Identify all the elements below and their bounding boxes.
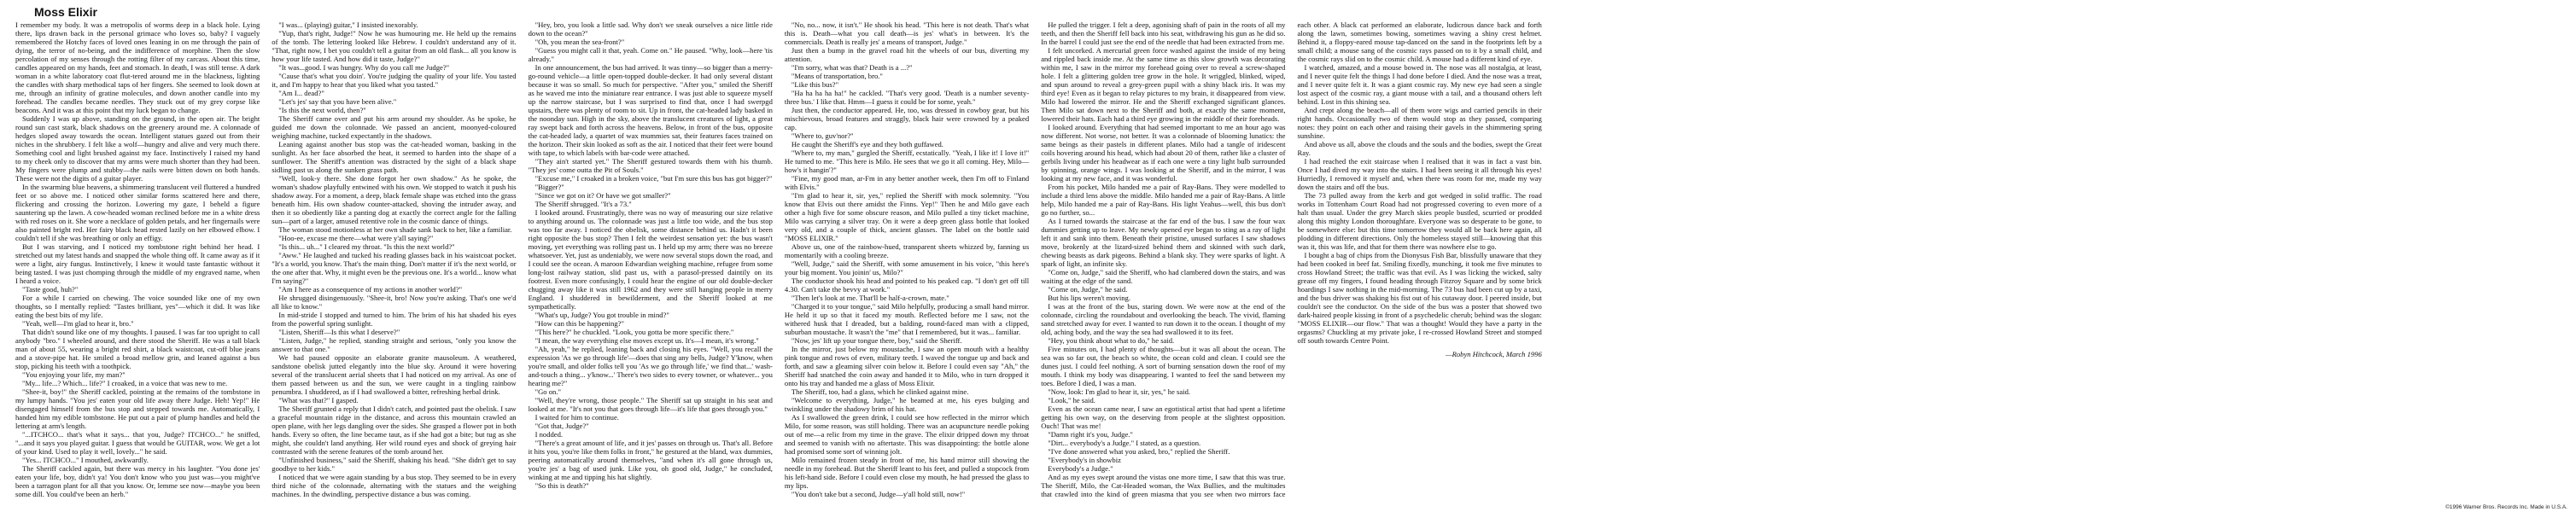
story-paragraph: I felt uncorked. A mercurial green force washed against the inside of my being and rippled back inside me. At the same time as this slow growth was decorating within me, I saw in the mirror my forehead going over to reveal a screw-shaped hole. I felt a glittering golden tree grow in the hole. It wriggled, blinked, wiped, and spun around to reveal a grey-green pupil with a shiny black iris. It was my third eye! Even as it began to relay pictures to my brain, it disappeared from view. Milo had lowered the mirror. He and the Sheriff exchanged significant glances. Then Milo sat down next to the Sheriff and both, at exactly the same moment, lowered their hats. Each had a third eye growing in the middle of their foreheads. xyxy=(1041,46,1286,123)
story-paragraph: In the mirror, just below my moustache, I saw an open mouth with a healthy pink tongue and rows of even, military teeth. I waved the tongue up and back and forth, and saw a gleaming silver coin below it. Before I could even say "Ah," the Sheriff had snatched the coin away and handed it to Milo, who in turn dropped it onto his tray and handed me a glass of Moss Elixir. xyxy=(784,345,1030,387)
story-paragraph: "Is this the next world, then?" xyxy=(278,106,366,114)
story-paragraph: "Ha ha ha ha ha!" he cackled. "That's very good. 'Death is a number seventy-three bus.' I like that. Hmm—I guess it could be for some, yeah." xyxy=(784,89,1030,106)
story-paragraph: "Well, they're wrong, those people." The Sheriff sat up straight in his seat and looked at me. "It's not you that goes through life—it's life that goes through you." xyxy=(528,396,773,413)
story-paragraph: "...ITCHCO... that's what it says... that you, Judge? ITCHCO..." he sniffed, "...and it says you played guitar. I guess that would be GUITAR, wow. We get a lot of your kind. Used to play it well, lovely..." he said. xyxy=(15,430,260,456)
story-paragraph: "No, no... now, it isn't." He shook his head. "This here is not death. That's what this is. Death—what you call death—is jes' what's in between. It's the commercials. Death is really jes' a means of transport, Judge." xyxy=(784,20,1030,46)
story-paragraph: "Everybody's in showbiz xyxy=(1048,456,1121,464)
story-paragraph: "So this is death?" xyxy=(534,481,589,490)
story-paragraph: I watched, amazed, and a mouse bowed in. The nose was all nostalgia, at least, and I never quite felt the things I had done before I died. And the nose was a treat, and I never quite felt it. It was a giant cosmic ray. My new eye had seen a single lost aspect of the cosmic ray, a giant mouse with a tail, and a thousand others left behind. Lost in this shining sea. xyxy=(1297,63,1542,106)
story-paragraph: I noticed that we were again standing by a bus stop. They seemed to be in every third niche of the colonnade, alternating with the statues and the weighing machines. In the dwindling, perspective distance a bus was coming. xyxy=(272,473,517,498)
story-paragraph: "Since we got on it? Or have we got smaller?" xyxy=(534,191,671,200)
story-paragraph: "Where to, guv'nor?" xyxy=(791,131,854,140)
story-paragraph: "It was...good. I was hungry. Why do you call me Judge?" xyxy=(278,63,450,72)
story-paragraph: "Then let's look at me. That'll be half-a-crown, mate." xyxy=(791,294,949,302)
story-paragraph: "Come on, Judge," said the Sheriff, who had clambered down the stairs, and was waiting at the edge of the sand. xyxy=(1041,268,1286,285)
story-paragraph: "I've done answered what you asked, bro," replied the Sheriff. xyxy=(1048,447,1230,456)
story-paragraph: "Fine, my good man, ar-Fm in any better another week, then I'm off to Finland with Elvis." xyxy=(784,174,1030,191)
story-paragraph: "Ah, yeah," he replied, leaning back and closing his eyes. "Well, you recall the expression 'As we go through life'—does that sing any bells, Judge? Y'know, when you're small, and older folks tell you 'As we go through life,' we find that...' wash-and-touch a thing... y'know...' There's two sides to every towner, or whatever... you hearing me?" xyxy=(528,345,773,387)
story-paragraph: Just then a bump in the gravel road hit the wheels of our bus, diverting my attention. xyxy=(784,46,1030,63)
story-paragraph: "Bigger?" xyxy=(534,183,564,191)
story-paragraph: From his pocket, Milo handed me a pair of Ray-Bans. They were modelled to include a third lens above the middle. Milo handed me a pair of Ray-Bans. A little help, Milo handed me a pair of Ray-Bans. His light Yeahus—well, this bus don't go no further, so... xyxy=(1041,183,1286,217)
story-paragraph: "Like this bus?" xyxy=(791,80,839,89)
story-paragraph: "I'm sorry, what was that? Death is a ...?" xyxy=(791,63,913,72)
story-paragraph: "Am I... dead?" xyxy=(278,89,324,97)
story-paragraph: "Damn right it's you, Judge." xyxy=(1048,430,1133,439)
story-paragraph: "Hey, you think about what to do," he said. xyxy=(1048,336,1175,345)
story-paragraph: But I was starving, and I noticed my tombstone right behind her head. I stretched out my latest hands and snapped the whole thing off. It came away as if it were a light, airy fungus. Instinctively, I knew it would taste fantastic without it being tasted. I was just chomping through the middle of my engraved name, when I heard a voice. xyxy=(15,242,260,285)
story-paragraph: The Sheriff came over and put his arm around my shoulder. As he spoke, he guided me down the colonnade. We passed an ancient, moonyed-coloured weighing machine, tucked expectantly in the shadows. xyxy=(272,114,517,140)
story-paragraph: Even as the ocean came near, I saw an egotistical artist that had spent a lifetime getting his own way, on the deserving from people at the slightest opposition. Ouch! That was me! xyxy=(1041,404,1286,430)
story-paragraph: "They ain't started yet." The Sheriff gestured towards them with his thumb. "They jes' come outta the Pit of Souls." xyxy=(528,157,773,174)
story-paragraph: "There's a great amount of life, and it jes' passes on through us. That's all. Before it hits you, you're like them folks in front," he gestured at the bland, wax dummies, peering automatically around themselves, "and when it's all gone through us, you're jes' a bag of used junk. Like you, oh good old, Judge," he concluded, winking at me and tipping his hat slightly. xyxy=(528,439,773,481)
story-paragraph: And as my eyes swept around the vistas one more time, I saw that this was true. The Sheriff, Milo, the Cat-Headed woman, the Wax Bullies, and the multitudes that crawled into the kind of green miasma that you see when two mirrors face each other. A black cat performed an elaborate, ludicrous dance back and forth along the lawn, sometimes bowing, sometimes waving a shiny crest helmet. Behind it, a floppy-eared mouse tap-danced on the sand in the footprints left by a small child; a mouse sang of the cosmic rays passed on to it by a small child, and the cosmic rays slid on to the cosmic child. A mouse had a different kind of eye. xyxy=(1041,20,1542,498)
story-paragraph: We had paused opposite an elaborate granite mausoleum. A weathered, sandstone obelisk jutted elegantly into the blue sky. Around it were hovering several of the translucent aerial sheets that I had noticed on my arrival. As one of them passed between us and the sun, we were caught in a tingling rainbow penumbra. I shuddered, as if I had swallowed a bitter, refreshing herbal drink. xyxy=(272,353,517,396)
story-paragraph: Milo remained frozen steady in front of me, his hand mirror still showing the needle in my forehead. But the Sheriff leant to his feet, and pulled a stopcock from his left-hand side. Before I could even close my mouth, he had pressed the glass to my lips. xyxy=(784,456,1030,490)
story-paragraph: Above us, one of the rainbow-hued, transparent sheets whizzed by, fanning us momentarily with a cooling breeze. xyxy=(784,242,1030,259)
story-paragraph: I nodded. xyxy=(534,430,564,439)
story-paragraph: "Cause that's what you doin'. You're judging the quality of your life. You tasted it, and I'm happy to hear that you liked what you tasted." xyxy=(272,72,517,89)
story-paragraph: "Listen, Judge," he replied, standing straight and serious, "only you know the answer to that one." xyxy=(272,336,517,353)
story-paragraph: "Well, look-y there. She done forgot her own shadow." As he spoke, the woman's shadow playfully entwined with his own. We stopped to watch it push his shadow away. For a moment, a deep, black female shape was etched into the grass beneath him. His own shadow counter-attacked, shoving the intruder away, and then it so obediently like a panting dog at exactly the correct angle for the falling sun—part of a larger, amused retentive role in the cosmic dance of things. xyxy=(272,174,517,225)
story-paragraph: "Got that, Judge?" xyxy=(534,422,589,430)
story-paragraph: The Sheriff shrugged. "It's a 73." xyxy=(534,200,632,208)
story-paragraph: The conductor shook his head and pointed to his peaked cap. "I don't get off till 4.30. Can't take the bevvy at work." xyxy=(784,276,1030,294)
story-paragraph: The woman stood motionless at her own shade sank back to her, like a familiar. xyxy=(278,225,512,234)
story-paragraph: For a while I carried on chewing. The voice sounded like one of my own thoughts, so I mentally replied: "Tastes brilliant, yes"—which it did. It was like eating the best bits of my life. xyxy=(15,294,260,319)
story-paragraph: And above us all, above the clouds and the souls and the bodies, swept the Great Ray. xyxy=(1297,140,1542,157)
story-paragraph: "My... life...? Which... life?" I croaked, in a voice that was new to me. xyxy=(22,379,228,387)
story-paragraph: I bought a bag of chips from the Dionysus Fish Bar, blissfully unaware that they had been cooked in beef fat. Smiling fixedly, munching, it took me five minutes to cross Howland Street; the traffic was that evil. As I was licking the wicked, salty grease off my fingers, I found heading through Fitzroy Square and by some brick hoardings I saw nothing in the mid-morning. The 73 bus had been cut up by a taxi, and the bus driver was shaking his fist out of his cutaway door. I peered inside, but couldn't see the conductor. On the side of the bus was a poster that showed two dark-haired people kissing in front of a psychedelic cherub; behind was the slogan: "MOSS ELIXIR—our flow." That was a thought! Would they have a party in the orgasms? Chuckling at my private joke, I re-crossed Howland Street and stomped off south towards Centre Point. xyxy=(1297,251,1542,345)
story-paragraph: "What's up, Judge? You got trouble in mind?" xyxy=(534,311,669,319)
story-paragraph: In the swarming blue heavens, a shimmering translucent veil fluttered a hundred feet or so above me. I noticed other similar forms scattered here and there, flickering and crossing the horizon. Lowering my gaze, I beheld a figure sauntering up the lawn. A cow-headed woman reclined before me in a white dress with red roses on it. She wore a necklace of golden petals, and her fingernails were also painted bright red. Her fairy black head rested lazily on her elbowed elbow. I couldn't tell if she was breathing or only an effigy. xyxy=(15,183,260,242)
story-paragraph: "Welcome to everything, Judge," he beamed at me, his eyes bulging and twinkling under the shadowy brim of his hat. xyxy=(784,396,1030,413)
story-paragraph: He pulled the trigger. I felt a deep, agonising shaft of pain in the roots of all my teeth, and then the Sheriff fell back into his seat, withdrawing his gun as he did so. In the barrel I could just see the end of the needle that had been extracted from me. xyxy=(1041,20,1286,46)
story-paragraph: The Sheriff grunted a reply that I didn't catch, and pointed past the obelisk. I saw a graceful mountain ridge in the distance, and across this mountain crawled an open plane, with her legs dangling over the sides. She grasped a flower pot in both hands. Every so often, the line became taut, as if she had got a bite; but tug as she might, she couldn't land anything. Her wild round eyes and shock of greying hair contrasted with the serene features of the tomb around her. xyxy=(272,404,517,456)
story-paragraph: "Hoo-ee, excuse me there—what were y'all saying?" xyxy=(278,234,434,242)
story-paragraph: Just then, the conductor appeared. He, too, was dressed in cowboy gear, but his mischievous, broad features and straggly, black hair were crowned by a peaked cap. xyxy=(784,106,1030,131)
story-paragraph: "Where to, my man," gurgled the Sheriff, ecstatically. "Yeah, I like it! I love it!" He turned to me. "This here is Milo. He sees that we go it all coming. Hey, Milo—how's it hangin'?" xyxy=(784,148,1030,174)
story-paragraph: But his lips weren't moving. xyxy=(1048,294,1130,302)
story-paragraph: "I'm glad to hear it, sir, yes," replied the Sheriff with mock solemnity. "You know that Elvis out there amidst the Finns. Yep!" Then he and Milo gave each other a high five for some obscure reason, and Milo pulled a tiny ticket machine, Milo was carrying a silver tray. On it were a deep green glass bottle that looked very old, and a couple of thick, ancient glasses. The label on the bottle said "MOSS ELIXIR." xyxy=(784,191,1030,242)
story-paragraph: And crept along the beach—all of them wore wigs and carried pencils in their right hands. Occasionally two of them would stop as they passed, comparing notes: they point on each other and raising their gavels in the shimmering spring sunshine. xyxy=(1297,106,1542,140)
story-columns xyxy=(15,20,2567,503)
page-title: Moss Elixir xyxy=(34,5,97,19)
story-paragraph: "Aww." He laughed and tucked his reading glasses back in his waistcoat pocket. "It's a world, you know. That's the main thing. Don't matter if it's the next world, or the one after that. Why, it might even be the previous one. It's a world... know what I'm saying?" xyxy=(272,251,517,285)
story-paragraph: I looked around. Frustratingly, there was no way of measuring our size relative to anything around us. The colonnade was just a little too wide, and the bus stop was too far away. I noticed the obelisk, some distance behind us. Hadn't it been right opposite the bus stop? Then I felt the weirdest sensation yet: the bus wasn't moving, yet everything was rolling past us. I held up my arm; there was no breeze whatsoever. Yet, just as undeniably, we were now several stops down the road, and I could see the ocean. A maroon Edwardian weighing machine, refugee from some long-lost railway station, slid past us, with a parasol-pressed daintily on its footrest. Even more confusingly, I could hear the engine of our old double-decker chugging away like it was still 1962 and they were still hanging people in merry England. I shuddered in bewilderment, and the Sheriff looked at me sympathetically. xyxy=(528,208,773,311)
story-paragraph: He shrugged disingenuously. "Shee-it, bro! Now you're asking. That's one we'd all like to know." xyxy=(272,294,517,311)
story-paragraph: "Now, look: I'm glad to hear it, sir, yes," he said. xyxy=(1048,387,1191,396)
story-paragraph: "Yes... ITCHCO..." I mouthed, awkwardly. xyxy=(22,456,149,464)
story-paragraph: "Let's jes' say that you have been alive." xyxy=(278,97,397,106)
story-paragraph: "Yeah, well—I'm glad to hear it, bro." xyxy=(22,319,134,328)
story-paragraph: "This here?" he chuckled. "Look, you gotta be more specific there." xyxy=(534,328,734,336)
story-paragraph: "You enjoying your life, my man?" xyxy=(22,370,126,379)
story-paragraph: "Well, Judge," said the Sheriff, with some amusement in his voice, "this here's your big moment. You joinin' us, Milo?" xyxy=(784,259,1030,276)
story-paragraph: "Yup, that's right, Judge!" Now he was humouring me. He held up the remains of the tomb. The lettering looked like Hebrew. I couldn't understand any of it. "That, right now, I bet you couldn't tell a guitar from an old flask... all you know is how your life tasted. And how did it taste, Judge?" xyxy=(272,29,517,63)
story-paragraph: The Sheriff cackled again, but there was mercy in his laughter. "You done jes' eaten your life, boy, didn't ya! You don't know who you just was—you might've been a tarragon plant for all that you know. Or, lemme see now—maybe you been some dill. You could've been an herb." xyxy=(15,464,260,498)
story-paragraph: "Oh, you mean the sea-front?" xyxy=(534,38,625,46)
story-paragraph: "Go on." xyxy=(534,387,562,396)
story-paragraph: "I was... (playing) guitar," I insisted inexorably. xyxy=(278,20,418,29)
story-paragraph: "Now, jes' lift up your tongue there, boy," said the Sheriff. xyxy=(791,336,962,345)
story-paragraph: In mid-stride I stopped and turned to him. The brim of his hat shaded his eyes from the powerful spring sunlight. xyxy=(272,311,517,328)
story-paragraph: That didn't sound like one of my thoughts. I paused. I was far too upright to call anybody "bro." I wheeled around, and there stood the Sheriff. He was a tall black man of about 55, wearing a bright red shirt, a black waistcoat, cut-off blue jeans and a stove-pipe hat. He smiled a broad mellow grin, and leaned against a bus stop, picking his teeth with a toothpick. xyxy=(15,328,260,370)
story-paragraph: "I mean, the way everything else moves except us. It's—I mean, it's wrong." xyxy=(534,336,759,345)
copyright-footer: ©1996 Warner Bros. Records Inc. Made in U.S.A. xyxy=(2445,504,2567,510)
story-paragraph: As I swallowed the green drink, I could see how reflected in the mirror which Milo, for some reason, was still holding. There was an acupuncture needle poking out of me—a relic from my time in the grave. The elixir dripped down my throat and seemed to vanish with no aftertaste. This was disappointing: the bottle alone had promised some sort of winning jolt. xyxy=(784,413,1030,456)
story-paragraph: He caught the Sheriff's eye and they both guffawed. xyxy=(791,140,943,148)
story-paragraph: I remember my body. It was a metropolis of worms deep in a black hole. Lying there, lips drawn back in the personal grimace who loves so, baby? I vaguely remembered the Hotchy faces of loved ones leaning in on me through the pain of dying, the terror of no-being, and the indifference of morphine. Then the slow percolation of my senses through the rotting filter of my carcass. About this time, candles appeared on my hands, feet and stomach. In death, I was still tense. A dark woman in a white laboratory coat flut-tered around me in the blackness, lighting the candles with sharp methodical taps of her fingers. She seemed to look down at me, through an infinity of gratine molecules, and down another candle into my forehead. The candles became needles. They stuck out of my grey corpse like beacons. And it was at this point that my luck began to change. xyxy=(15,20,260,114)
story-paragraph: "Guess you might call it that, yeah. Come on." He paused. "Why, look—here 'tis already." xyxy=(528,46,773,63)
story-paragraph: The 73 pulled away from the kerb and got wedged in solid traffic. The road works in Tottenham Court Road had not progressed covering to even more of a halt than usual. Under the grey March skies people bustled, scurried or prodded along this mighty London thoroughfare. Everyone was so desperate to be gone, to be somewhere else: but this time tomorrow they would all be back here again, all plodding in different directions. Only the homeless stayed still—knowing that this was it, this was life, and that for them there was nowhere else to go. xyxy=(1297,191,1542,251)
story-paragraph: I was at the front of the bus, staring down. We were now at the end of the colonnade, circling the roundabout and overlooking the beach. The vivid, flaming sand stretched away for ever. I wanted to run down it to the ocean. I thought of my old, aching body, and the way the sea had swallowed it to its feet. xyxy=(1041,302,1286,336)
story-paragraph: "Taste good, huh?" xyxy=(22,285,79,294)
story-paragraph: "Unfinished business," said the Sheriff, shaking his head. "She didn't get to say goodbye to her kids." xyxy=(272,456,517,473)
story-paragraph: "Dirt... everybody's a Judge." I stated, as a question. xyxy=(1048,439,1201,447)
signature: —Robyn Hitchcock, March 1996 xyxy=(1445,350,1542,358)
story-paragraph: "Is this... uh..." I cleared my throat. "Is this the next world?" xyxy=(278,242,455,251)
story-paragraph: I looked around. Everything that had seemed important to me an hour ago was now different. Not worse, not better. It was a colonnade of blooming lunatics: the same beings as their pastels in different planes. Milo had a tangle of iridescent coils hovering around his head, which had about 20 of them, rather like a cluster of gerbils living under his headwear as if each one were a tiny light bulb surrounded by spinning, orange wings. I was looking at the Sheriff, and in the mirror, I was looking at my new face, and it was wonderful. xyxy=(1041,123,1286,183)
story-paragraph: As I turned towards the staircase at the far end of the bus. I saw the four wax dummies getting up to leave. My newly opened eye began to sting as a ray of light left it and sank into them. Beneath their pristine, unused surfaces I saw shadows move, brokenly at the lizard-sized behind them and skinned with such dark, chewing beasts as dark pigeons. Behind a blank sky. They were sparks of light. A spark of light, an infinite sky. xyxy=(1041,217,1286,268)
story-paragraph: "Means of transportation, bro." xyxy=(791,72,883,80)
story-paragraph: Suddenly I was up above, standing on the ground, in the open air. The bright round sun cast stark, black shadows on the greenery around me. A colonnade of hedges sloped away towards the ocean. Intelligent statues gazed out from their niches in the shrubbery. I felt like a wolf—hungry and alive and very much there. Something cool and light brushed against my face. Instinctively I raised my hand to my cheek only to discover that my arms were much shorter than they had been. My fingers were plump and stubby—the nails were bitten down on both hands. These were not the digits of a guitar player. xyxy=(15,114,260,183)
story-paragraph: "Am I here as a consequence of my actions in another world?" xyxy=(278,285,463,294)
story-paragraph: "Charged it to your tongue," said Milo helpfully, producing a small hand mirror. He held it up so that it faced my mouth. Reflected before me I saw, not the withered husk that I dreaded, but a balding, round-faced man with a clipped, suburban moustache. It wasn't the "me" that I remembered, but it was... familiar. xyxy=(784,302,1030,336)
story-paragraph: "Come on, Judge," he said. xyxy=(1048,285,1128,294)
story-paragraph: In one announcement, the bus had arrived. It was tinny—so bigger than a merry-go-round vehicle—a little open-topped double-decker. It had only several distant because it was so small. So much for perspective. "After you," smiled the Sheriff as he waved me into the miniature rear entrance. I was just able to squeeze myself up the narrow staircase, but I was surprised to find that, once I had swerpgd upstairs, there was plenty of room to sit. Up in front, the cat-headed lady basked in the noonday sun. High in the sky, above the translucent creatures of light, a great ray swept back and forth across the heavens. Below, in front of the bus, opposite the cat-headed lady, a quartet of wax mummies sat, their features faces trained on the horizon. Their skin looked as soft as the air. I noticed that their feet were bound with tape, to which labels with bar-code were attached. xyxy=(528,63,773,157)
story-paragraph: Everybody's a Judge." xyxy=(1048,464,1113,473)
story-paragraph: Five minutes on, I had plenty of thoughts—but it was all about the ocean. The sea was so far out, the beach so white, the ocean cold and clean. I could see the dunes just. I could feel nothing. A sort of burning sensation down the roof of my mouth. I think my body was disappearing. I wanted to feel the sand between my toes. Before I died, I was a man. xyxy=(1041,345,1286,387)
story-paragraph: "You don't take but a second, Judge—y'all hold still, now!" xyxy=(791,490,966,498)
story-paragraph: I waited for him to continue. xyxy=(534,413,619,422)
story-paragraph: "Excuse me," I croaked in a broken voice, "but I'm sure this bus has got bigger?" xyxy=(534,174,773,183)
story-paragraph: "How can this be happening?" xyxy=(534,319,624,328)
story-paragraph: I had reached the exit staircase when I realised that it was in fact a vast bin. Once I had dived my way into the stairs. I had been seeing it all through his eyes! Hurriedly, I removed it myself and, when there was room for me, made my way down the stairs and off the bus. xyxy=(1297,157,1542,191)
story-paragraph: "Look," he said. xyxy=(1048,396,1095,404)
story-paragraph: "Listen, Sheriff—Is this what I deserve?" xyxy=(278,328,400,336)
story-paragraph: The Sheriff, too, had a glass, which he clinked against mine. xyxy=(791,387,969,396)
story-paragraph: Leaning against another bus stop was the cat-headed woman, basking in the sunlight. As her face absorbed the heat, it seemed to harden into the shape of a sunflower. The Sheriff's attention was distracted by the sight of a black shape sidling past us along the sunken grass path. xyxy=(272,140,517,174)
story-paragraph: "Hey, bro, you look a little sad. Why don't we sneak ourselves a nice little ride down to the ocean?" xyxy=(528,20,773,38)
story-paragraph: "Shee-it, boy!" the Sheriff cackled, pointing at the remains of the tombstone in my lumpy hands. "You jes' eaten your old life away there Judge. Heh! Yep!" He disengaged himself from the bus stop and stepped towards me. Automatically, I handed him my edible tombstone. He put out a pair of plump handles and held the lettering at arm's length. xyxy=(15,387,260,430)
story-paragraph: "What was that?" I gasped. xyxy=(278,396,359,404)
